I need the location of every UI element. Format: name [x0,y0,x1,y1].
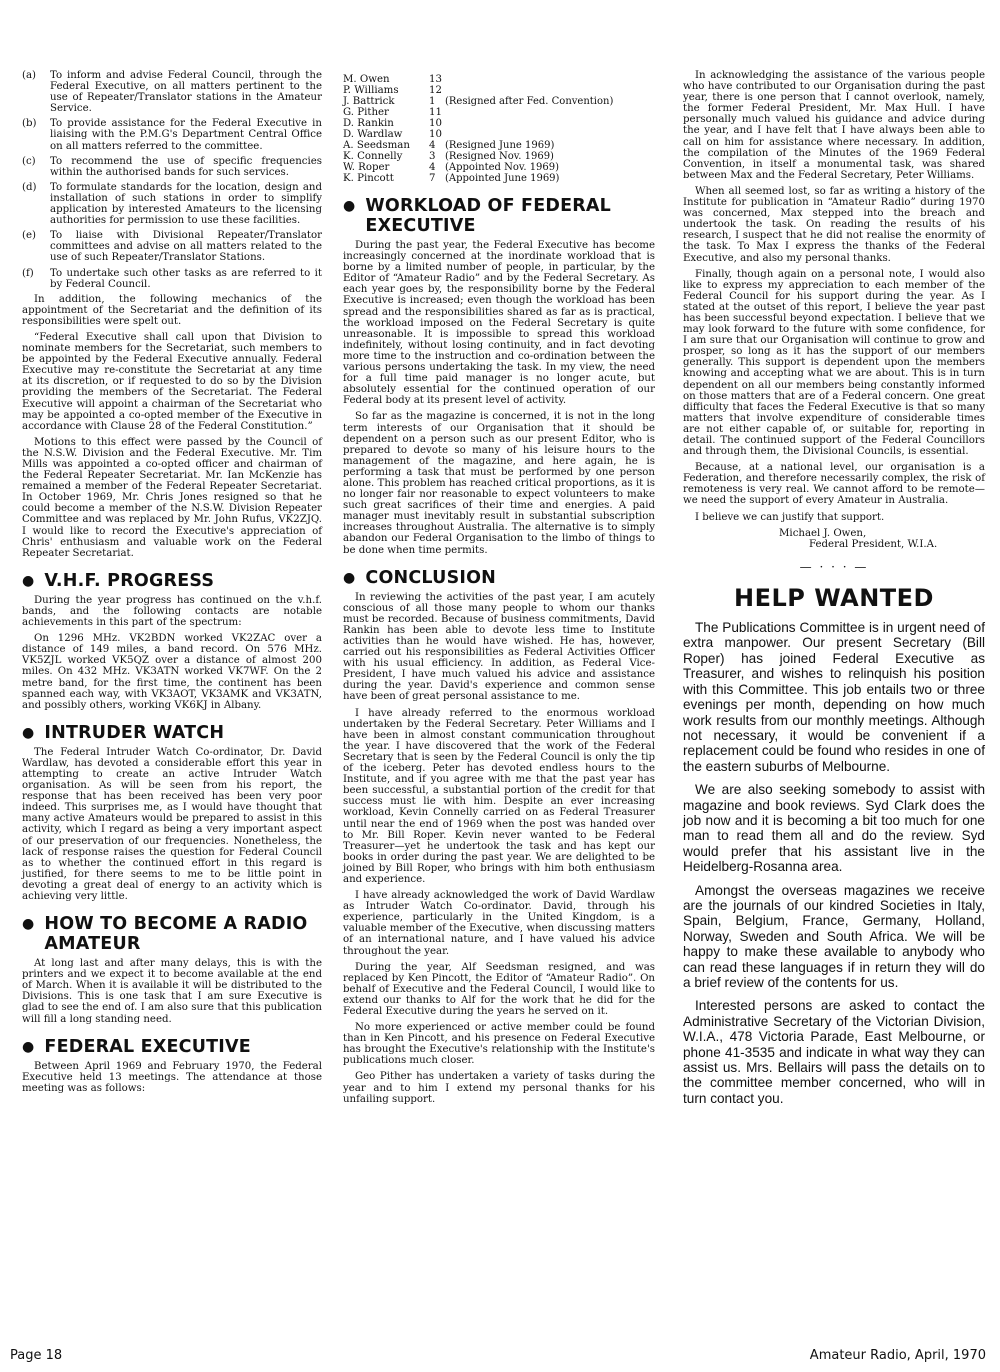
section-divider: — · · · — [799,560,869,575]
attendee-count: 4 [429,162,436,173]
paragraph: Motions to this effect were passed by the Council of the N.S.W. Division and the Federal Executive. Mr. Tim Mills was appointed a co-opted officer and chairman of the Federal Repeater Secretariat. Mr. Ian McKenzie has remained a member of the Federal Repeater Secretariat. In October 1969, Mr. Chris Jones resigned so that he could become a member of the N.S.W. Division Repeater Committee and was replaced by Mr. John Rufus, VK2ZJQ. I would like to record the Executive's appreciation of Chris' enthusiasm and valuable work on the Federal Repeater Secretariat. [22,436,322,559]
attendee-note: (Appointed June 1969) [445,173,560,184]
attendee-name: A. Seedsman [343,140,410,151]
signature-block [683,528,985,550]
attendee-count: 10 [429,129,442,140]
attendee-name: K. Pincott [343,173,394,184]
bullet-icon: ● [343,198,356,214]
attendee-count: 13 [429,74,442,85]
paragraph: Finally, though again on a personal note, I would also like to express my appreciation to each member of the Federal Council for his support during the year. As I stated at the outset of this report, I believe the year past has been successful beyond expectation. I believe that we may look forward to the future with some confidence, for I am sure that our Organisation will continue to grow and prosper, so long as it has the support of our members generally. This support is dependent upon the members knowing and accepting what we are about. This is in turn dependent on all our members being constantly informed on those matters that are of a Federal concern. One great difficulty that faces the Federal Executive is that so many matters that involve expenditure of considerable times are not either capable of, or suitable for, reporting in detail. The continued support of the Federal Councillors and through them, the Divisional Councils, is essential. [683,268,985,458]
attendee-count: 10 [429,118,442,129]
issue-info: Amateur Radio, April, 1970 [809,1348,986,1363]
list-item: (c) To recommend the use of specific frequencies within the authorised bands for such services. [22,155,322,178]
attendee-note: (Resigned Nov. 1969) [445,151,554,162]
paragraph: No more experienced or active member could be found than in Ken Pincott, and his presence on Federal Executive has brought the Executive's relationship with the Institute's publications much closer. [343,1022,655,1067]
attendee-count: 7 [429,173,436,184]
bullet-icon: ● [22,724,35,741]
paragraph: So far as the magazine is concerned, it is not in the long term interests of our Organisation that it should be dependent on a person such as our present Editor, who is prepared to devote so many of his leisure hours to the management of the magazine, and here again, he is performing a task that must be performed by one person alone. This problem has reached critical proportions, as it is no longer fair nor reasonable to expect volunteers to make such great sacrifices of their time and energies. A paid manager must inevitably result in substantial subscription increases throughout Australia. The alternative is to simply abandon our Federal Organisation to the limbo of things to be done when time permits. [343,411,655,556]
attendee-note [445,107,655,118]
attendee-note: (Resigned after Fed. Convention) [445,96,614,107]
attendee-note [445,129,655,140]
attendee-name: G. Pither [343,107,389,118]
attendee-name: J. Battrick [343,96,395,107]
attendee-name: W. Roper [343,162,390,173]
bullet-icon: ● [22,572,35,589]
bullet-icon: ● [22,916,35,933]
attendance-table [343,74,655,184]
paragraph: The Publications Committee is in urgent need of extra manpower. Our present Secretary (Bill Roper) has joined Federal Executive as Treasurer, and wishes to relinquish his position with this Committee. This job entails two or three evenings per month, depending on how much work results from our monthly meetings. Although not necessary, it would be convenient if a replacement could be found who resides in one of the eastern suburbs of Melbourne. [683,620,985,774]
section-heading-conclusion: ● CONCLUSION [343,567,497,588]
section-heading-how-to-become: ● HOW TO BECOME A RADIO AMATEUR [22,914,308,955]
list-item: (a) To inform and advise Federal Council, through the Federal Executive, on all matters pertinent to the use of Repeater/Translator stations in the Amateur Service. [22,70,322,115]
paragraph: Because, at a national level, our organisation is a Federation, and therefore necessarily complex, the risk of remoteness is very real. We cannot afford to be remote—we need the support of every Amateur in Australia. [683,462,985,507]
attendee-note [445,85,655,96]
paragraph: At long last and after many delays, this is with the printers and we expect it to become available at the end of March. When it is available it will be distributed to the Divisions. This is one task that I am sure Executive is glad to see the end of. I am also sure that this publication will fill a long standing need. [22,958,322,1025]
column-right [683,70,985,1114]
list-item: (e) To liaise with Divisional Repeater/Translator committees and advise on all matters related to the use of such Repeater/Translator Stations. [22,230,322,264]
attendee-name: D. Rankin [343,118,394,129]
secretariat-duties-list [22,70,322,290]
section-heading-workload: ● WORKLOAD OF FEDERAL EXECUTIVE [343,196,612,236]
paragraph: Interested persons are asked to contact the Administrative Secretary of the Victorian Division, W.I.A., 478 Victoria Parade, East Melbourne, or phone 41-3535 and indicate in what way they can assist us. Mrs. Bellairs will pass the details on to the committee member concerned, who will in turn contact you. [683,998,985,1106]
paragraph: During the past year, the Federal Executive has become increasingly concerned at the inordinate workload that is borne by a limited number of people, in particular, by the Editor of “Amateur Radio” and by the Federal Secretary. As each year goes by, the responsibility borne by the Federal Executive is increased; even though the workload has been spread and the responsibilities shared as far as is practical, the workload imposed on the Federal Secretary is quite unreasonable. It is impossible to spread this workload indefinitely, without losing continuity, and in fact devoting more time to the instruction and co-ordination between the various persons undertaking the task. In my view, the need for a full time paid manager is no longer acute, but absolutely essential for the continued operation of our Federal body at its present level of activity. [343,240,655,407]
attendee-note [445,74,655,85]
section-heading-federal-executive: ● FEDERAL EXECUTIVE [22,1036,251,1057]
section-heading-intruder-watch: ● INTRUDER WATCH [22,722,225,743]
column-middle [343,74,655,1110]
attendee-count: 11 [429,107,442,118]
signature-title: Federal President, W.I.A. [809,538,938,550]
paragraph: On 1296 MHz. VK2BDN worked VK2ZAC over a distance of 149 miles, a band record. On 576 MHz. VK5ZJL worked VK5QZ over a distance of almost 200 miles. On 432 MHz. VK3ATN worked VK7WF. On the 2 metre band, for the first time, the continent has been spanned each way, with VK3AOT, VK3AMK and VK3ATN, and possibly others, working VK6KJ in Albany. [22,633,322,711]
page-number: Page 18 [10,1348,63,1363]
attendee-name: M. Owen [343,74,390,85]
paragraph: I have already acknowledged the work of David Wardlaw as Intruder Watch Co-ordinator. David, through his experience, particularly in the United Kingdom, is a valuable member of the Executive, when discussing matters of an international nature, and I have valued his advice throughout the year. [343,890,655,957]
paragraph: I believe we can justify that support. [695,511,885,523]
paragraph: In reviewing the activities of the past year, I am acutely conscious of all those many people to whom our thanks must be recorded. Because of business commitments, David Rankin has been able to devote less time to Institute activities than he would have wished. He has, however, carried out his responsibilities as Federal Activities Officer with his usual efficiency. In addition, as Federal Vice-President, I have much valued his advice and assistance during the year. David's experience and common sense have been of great personal assistance to me. [343,591,655,703]
paragraph: During the year progress has continued on the v.h.f. bands, and the following contacts are notable achievements in this part of the spectrum: [22,594,322,629]
paragraph: Geo Pither has undertaken a variety of tasks during the year and to him I extend my personal thanks for his unfailing support. [343,1071,655,1105]
column-left [22,70,322,1099]
paragraph: Amongst the overseas magazines we receive are the journals of our kindred Societies in Italy, Spain, Belgium, France, Germany, Holland, Norway, Sweden and South Africa. We will be happy to make these available to anybody who can read these languages if in return they will do a brief review of the contents for us. [683,882,985,990]
list-item: (d) To formulate standards for the location, design and installation of such stations in order to simplify application by interested Amateurs to the licensing authorities for permission to use these facilities. [22,181,322,227]
help-wanted-title: HELP WANTED [734,584,934,613]
list-item: (b) To provide assistance for the Federal Executive in liaising with the P.M.G's Department Central Office on all matters referred to the committee. [22,118,322,152]
attendee-name: K. Connelly [343,151,403,162]
attendee-count: 12 [429,85,442,96]
attendee-count: 3 [429,151,436,162]
paragraph: During the year, Alf Seedsman resigned, and was replaced by Ken Pincott, the Editor of “Amateur Radio”. On behalf of Executive and the Federal Council, I would like to extend our thanks to Alf for the work that he did for the Federal Executive during the years he served on it. [343,961,655,1017]
paragraph: In addition, the following mechanics of the appointment of the Secretariat and the definition of its responsibilities were spelt out. [22,293,322,327]
paragraph: Between April 1969 and February 1970, the Federal Executive held 13 meetings. The attendance at those meeting was as follows: [22,1060,322,1094]
quote-paragraph: “Federal Executive shall call upon that Division to nominate members for the Secretariat, such members to be appointed by the Federal Executive annually. Federal Executive may re-constitute the Secretariat at any time at its discretion, or if requested to do so by the Division providing the members of the Secretariat. The Federal Executive will appoint a chairman of the Secretariat who may be appointed a co-opted member of the Executive in accordance with Clause 28 of the Federal Constitution.” [22,331,322,432]
attendee-note: (Resigned June 1969) [445,140,555,151]
paragraph: In acknowledging the assistance of the various people who have contributed to our Organisation during the past year, there is one person that I cannot overlook, namely, the former Federal President, Mr. Max Hull. I have personally much valued his guidance and advice during the year, and I have felt that I have always been able to call on him for assistance where necessary. In addition, the compilation of the Minutes of the 1969 Federal Convention, in itself a monumental task, was shared between Max and the Federal Secretary, Peter Williams. [683,70,985,181]
paragraph: When all seemed lost, so far as writing a history of the Institute for publication in “Amateur Radio” during 1970 was concerned, Max stepped into the breach and undertook the task. On reading the results of his research, I suspect that he did not realise the enormity of the task. To Max I express the thanks of the Federal Executive, and also my personal thanks. [683,185,985,264]
attendee-count: 1 [429,96,436,107]
paragraph: The Federal Intruder Watch Co-ordinator, Dr. David Wardlaw, has devoted a considerable effort this year in attempting to create an active Intruder Watch organisation. As will be seen from his report, the response that has been received has been very poor indeed. This surprises me, as I would have thought that many active Amateurs would be prepared to assist in this activity, which I regard as being a very important aspect of our preservation of our frequencies. Nonetheless, the lack of response raises the question for Federal Council as to whether the continued effort in this regard is justified, for there seems to me to be little point in devoting a great deal of energy to an activity which is achieving very little. [22,746,322,902]
signature-name: Michael J. Owen, [779,527,867,539]
list-item: (f) To undertake such other tasks as are referred to it by Federal Council. [22,267,322,290]
attendee-note [445,118,655,129]
bullet-icon: ● [343,569,356,586]
attendee-count: 4 [429,140,436,151]
paragraph: We are also seeking somebody to assist with magazine and book reviews. Syd Clark does the job now and it is becoming a bit too much for one man to read them all and do the review. Syd would prefer that his assistant live in the Heidelberg-Rosanna area. [683,782,985,875]
bullet-icon: ● [22,1038,35,1055]
paragraph: I have already referred to the enormous workload undertaken by the Federal Secretary. Peter Williams and I have been in almost constant communication throughout the year. I have discovered that the work of the Federal Secretary that is seen by the Federal Council is only the tip of the iceberg. Peter has devoted endless hours to the Institute, and if you agree with me that the past year has been successful, a substantial portion of the credit for that success must lie with him. Despite an ever increasing workload, Kevin Connelly carried on as Federal Treasurer until near the end of 1969 when the post was handed over to Mr. Bill Roper. Kevin never wanted to be Federal Treasurer—yet he undertook the task and has kept our books in order during the past year. We are delighted to be joined by Bill Roper, who brings with him both enthusiasm and experience. [343,707,655,885]
attendee-name: P. Williams [343,85,399,96]
section-heading-vhf-progress: ● V.H.F. PROGRESS [22,570,215,591]
attendee-name: D. Wardlaw [343,129,403,140]
attendee-note: (Appointed Nov. 1969) [445,162,560,173]
